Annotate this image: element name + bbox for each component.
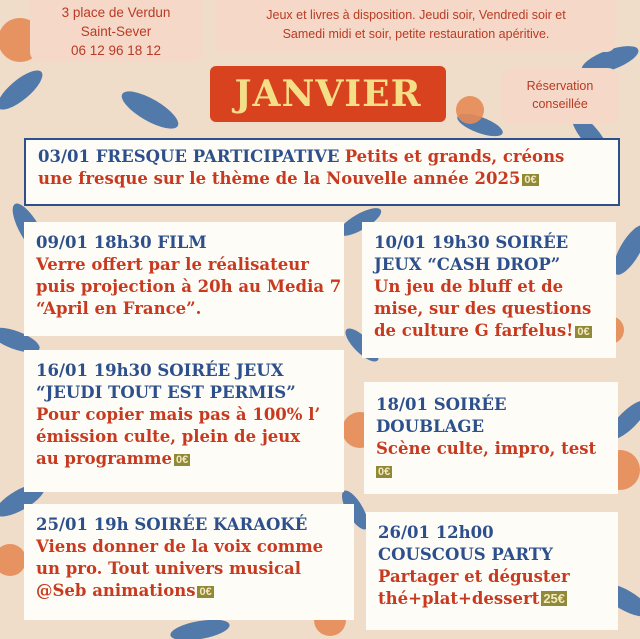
event-description: Un jeu de bluff et de <box>374 277 564 296</box>
event-description: une fresque sur le thème de la Nouvelle année 2025 <box>38 169 521 188</box>
event-heading: 16/01 19h30 SOIRÉE JEUX <box>36 361 284 380</box>
phone-number: 06 12 96 18 12 <box>70 43 162 58</box>
event-heading: 10/01 19h30 SOIRÉE <box>374 233 569 252</box>
event-description: un pro. Tout univers musical <box>36 559 302 578</box>
price-badge: 0€ <box>577 326 590 338</box>
event-card-jeudi <box>24 350 344 492</box>
address-line: 3 place de Verdun <box>61 5 171 20</box>
price-badge: 25€ <box>543 591 566 606</box>
event-description: au programme <box>36 449 173 468</box>
event-card-couscous <box>366 512 618 630</box>
event-description: de culture G farfelus! <box>374 321 574 340</box>
event-description: mise, sur des questions <box>374 299 592 318</box>
event-card-karaoke <box>24 504 354 620</box>
event-description: “April en France”. <box>36 299 202 318</box>
event-description: puis projection à 20h au Media 7 <box>36 277 342 296</box>
info-line-1: Jeux et livres à disposition. Jeudi soir, Vendredi soir et <box>266 8 566 22</box>
event-description: Pour copier mais pas à 100% l’ <box>36 405 321 424</box>
info-line-2: Samedi midi et soir, petite restauration apéritive. <box>282 27 550 41</box>
event-description: Scène culte, impro, test <box>376 439 597 458</box>
address-city: Saint-Sever <box>80 24 152 39</box>
event-heading: “JEUDI TOUT EST PERMIS” <box>36 383 296 402</box>
event-card-fresque <box>24 138 620 206</box>
month-title: JANVIER <box>234 73 422 115</box>
event-description: Partager et déguster <box>378 567 570 586</box>
event-heading: 26/01 12h00 <box>378 523 494 542</box>
event-description: Verre offert par le réalisateur <box>36 255 309 274</box>
event-heading: 03/01 FRESQUE PARTICIPATIVE <box>38 147 340 166</box>
address-card <box>30 0 202 62</box>
event-description: thé+plat+dessert <box>378 589 540 608</box>
info-card <box>216 0 616 52</box>
event-description: @Seb animations <box>36 581 196 600</box>
event-card-doublage <box>364 382 618 494</box>
event-heading: COUSCOUS PARTY <box>378 545 553 564</box>
event-description: émission culte, plein de jeux <box>36 427 301 446</box>
price-badge: 0€ <box>199 586 212 598</box>
reservation-card <box>502 68 618 124</box>
event-heading: JEUX “CASH DROP” <box>374 255 561 274</box>
event-card-film <box>24 222 344 336</box>
event-heading: DOUBLAGE <box>376 417 485 436</box>
event-card-cash-drop <box>362 222 616 358</box>
reservation-line-2: conseillée <box>532 97 588 111</box>
event-description: Viens donner de la voix comme <box>36 537 324 556</box>
event-heading: 18/01 SOIRÉE <box>376 395 507 414</box>
event-heading: 25/01 19h SOIRÉE KARAOKÉ <box>36 515 308 534</box>
reservation-line-1: Réservation <box>526 79 594 93</box>
event-description: Petits et grands, créons <box>344 147 565 166</box>
price-badge: 0€ <box>524 174 537 186</box>
event-heading: 09/01 18h30 FILM <box>36 233 207 252</box>
price-badge: 0€ <box>378 466 391 478</box>
price-badge: 0€ <box>176 454 189 466</box>
month-banner <box>210 66 446 122</box>
